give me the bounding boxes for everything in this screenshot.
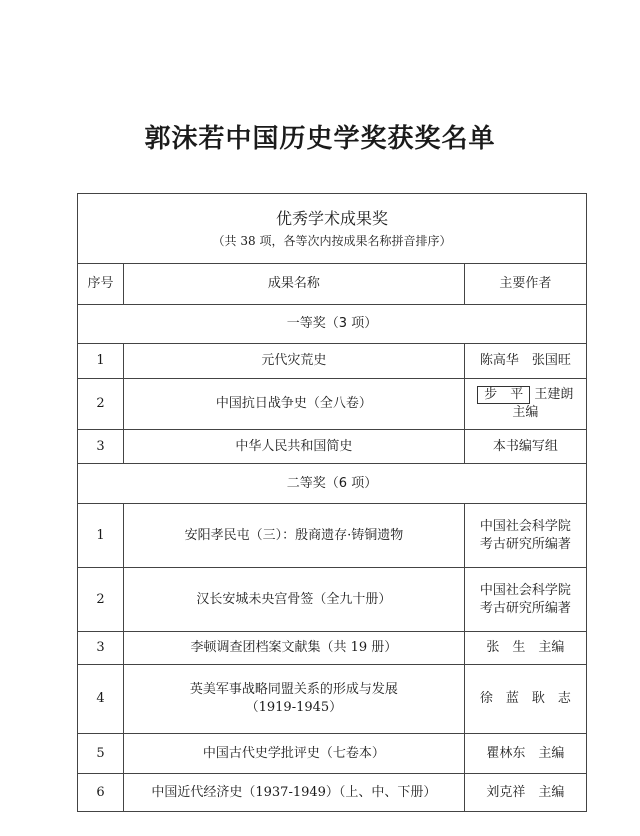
row-author: 刘克祥 主编: [464, 774, 586, 812]
row-name: 中国近代经济史（1937-1949）（上、中、下册）: [124, 774, 465, 812]
author-role: 主编: [512, 405, 539, 421]
row-no: 2: [78, 568, 124, 632]
header-no: 序号: [78, 264, 124, 305]
row-author: 陈高华 张国旺: [464, 344, 586, 379]
header-author: 主要作者: [464, 264, 586, 305]
tier-label-second-prize: 二等奖（6 项）: [78, 464, 587, 504]
row-name: [124, 665, 465, 734]
tier-row-first-prize: [78, 305, 587, 344]
table-row: [78, 632, 587, 665]
column-header-row: [78, 264, 587, 305]
row-name: 元代灾荒史: [124, 344, 465, 379]
row-name: 中国抗日战争史（全八卷）: [124, 379, 465, 430]
row-name: 安阳孝民屯（三）：殷商遗存·铸铜遗物: [124, 504, 465, 568]
row-no: 1: [78, 344, 124, 379]
row-name: 中华人民共和国简史: [124, 430, 465, 464]
document-title: 郭沫若中国历史学奖获奖名单: [144, 124, 496, 154]
table-row: [78, 665, 587, 734]
author-boxed-name: 步 平: [477, 386, 530, 404]
table-row: [78, 430, 587, 464]
tier-row-second-prize: [78, 464, 587, 504]
section-note: （共 38 项，各等次内按成果名称拼音排序）: [212, 233, 452, 248]
row-name: 中国古代史学批评史（七卷本）: [124, 734, 465, 774]
table-row: [78, 774, 587, 812]
row-no: 3: [78, 430, 124, 464]
row-author: 瞿林东 主编: [464, 734, 586, 774]
author-line: 中国社会科学院: [479, 582, 571, 598]
row-author: [464, 379, 586, 430]
author-line: 考古研究所编著: [479, 536, 571, 552]
row-no: 1: [78, 504, 124, 568]
row-no: 2: [78, 379, 124, 430]
section-header-row: [78, 194, 587, 264]
row-no: 5: [78, 734, 124, 774]
row-no: 6: [78, 774, 124, 812]
row-no: 3: [78, 632, 124, 665]
table-row: [78, 379, 587, 430]
row-no: 4: [78, 665, 124, 734]
table-row: [78, 504, 587, 568]
row-author: 张 生 主编: [464, 632, 586, 665]
name-line: 英美军事战略同盟关系的形成与发展: [189, 682, 398, 698]
award-table: [77, 193, 587, 812]
author-line: 中国社会科学院: [479, 518, 571, 534]
table-row: [78, 734, 587, 774]
author-line: 考古研究所编著: [479, 600, 571, 616]
row-author: 本书编写组: [464, 430, 586, 464]
header-name: 成果名称: [124, 264, 465, 305]
author-name: 王建朗: [534, 387, 574, 403]
section-title: 优秀学术成果奖: [275, 209, 388, 229]
row-author: [464, 504, 586, 568]
section-header: [78, 194, 587, 264]
row-name: 李顿调查团档案文献集（共 19 册）: [124, 632, 465, 665]
row-name: 汉长安城未央宫骨签（全九十册）: [124, 568, 465, 632]
row-author: 徐 蓝 耿 志: [464, 665, 586, 734]
table-row: [78, 344, 587, 379]
tier-label-first-prize: 一等奖（3 项）: [78, 305, 587, 344]
row-author: [464, 568, 586, 632]
table-row: [78, 568, 587, 632]
name-line: （1919-1945）: [245, 700, 343, 715]
